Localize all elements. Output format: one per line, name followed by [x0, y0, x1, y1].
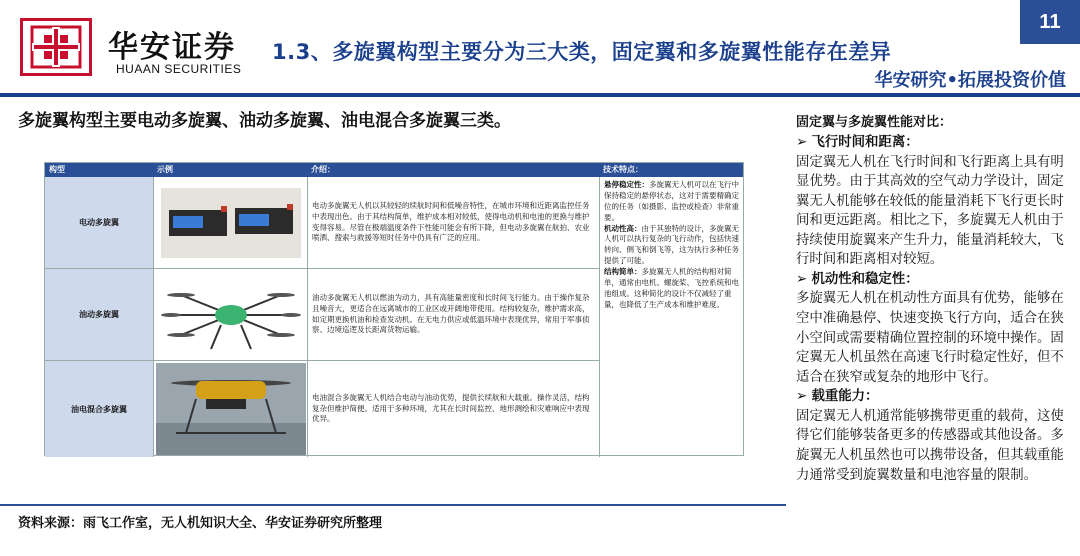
footer-divider: [0, 504, 786, 506]
header-cell: 示例: [157, 165, 173, 174]
slogan: 华安研究•拓展投资价值: [874, 70, 1066, 91]
section-subtitle: 多旋翼构型主要电动多旋翼、油动多旋翼、油电混合多旋翼三类。: [18, 111, 511, 131]
table-row-desc: 油动多旋翼无人机以燃油为动力，具有高能量密度和长时间飞行能力。由于操作复杂且噪音大，更适合在远离城市的工业区或开阔地带使用。结构较复杂，维护需求高，如定期更换机油和检查发动机。在无电力供应或低温环境中表现优异，常用于军事侦察、边境巡逻及长距离货物运输。: [307, 269, 599, 361]
table-row-type: 电动多旋翼: [45, 177, 153, 269]
features-cell: [599, 177, 745, 457]
page-title: 1.3、多旋翼构型主要分为三大类，固定翼和多旋翼性能存在差异: [272, 40, 892, 64]
header-divider: [0, 93, 1080, 97]
feature-label: 机动性高：: [604, 223, 642, 233]
source-note: 资料来源：雨飞工作室，无人机知识大全、华安证券研究所整理: [18, 516, 383, 531]
section-body: 固定翼无人机在飞行时间和飞行距离上具有明显优势。由于其高效的空气动力学设计，固定翼无人机能够在较低的能量消耗下飞行更长时间和更远距离。相比之下，多旋翼无人机由于持续使用旋翼来产生升力，能量消耗较大，飞行时间和距离相对较短。: [796, 154, 1064, 268]
logo-text: 华安证券: [108, 30, 236, 65]
header-cell: 构型: [49, 165, 65, 174]
bullet-icon: ➢: [796, 134, 812, 150]
table-row-desc: 电油混合多旋翼无人机结合电动与油动优势，提供长续航和大载重。操作灵活，结构复杂但维护简便。适用于多种环境，尤其在长时间监控、地形测绘和灾难响应中表现优异。: [307, 361, 599, 457]
header-cell: 介绍：: [311, 165, 335, 174]
battery-photo: [153, 177, 307, 269]
section-body: 多旋翼无人机在机动性方面具有优势，能够在空中准确悬停、快速变换飞行方向，适合在狭小空间或需要精确位置控制的环境中操作。固定翼无人机虽然在高速飞行时稳定性好，但不适合在狭窄或复杂的地形中飞行。: [796, 291, 1064, 385]
page-number: 11: [1020, 0, 1080, 44]
fuel-drone-photo: [153, 269, 307, 361]
hybrid-drone-photo: [153, 361, 307, 457]
bullet-icon: ➢: [796, 389, 812, 405]
table-row-desc: 电动多旋翼无人机以其较轻的续航时间和低噪音特性，在城市环境和近距离监控任务中表现出色。由于其结构简单，维护成本相对较低，使得电动机和电池的更换与维护变得容易。尽管在极端温度条件下性能可能会有所下降，但电动多旋翼在航拍、农业喷洒、搜索与救援等短时任务中仍具有广泛的应用。: [307, 177, 599, 269]
section-body: 固定翼无人机通常能够携带更重的载荷，这使得它们能够装备更多的传感器或其他设备。多旋翼无人机虽然也可以携带设备，但其载重能力通常受到旋翼数量和电池容量的限制。: [796, 408, 1064, 483]
feature-text: 由于其独特的设计，多旋翼无人机可以执行复杂的飞行动作，包括快速转向、侧飞和倒飞等，这为执行多种任务提供了可能。: [604, 223, 739, 266]
table-header: [45, 163, 743, 177]
feature-text: 多旋翼无人机可以在飞行中保持稳定的悬停状态，这对于需要精确定位的任务（如摄影、监控或检查）非常重要。: [604, 180, 739, 222]
comparison-heading: 固定翼与多旋翼性能对比：: [796, 115, 953, 130]
feature-label: 悬停稳定性：: [604, 180, 649, 189]
feature-label: 结构简单：: [604, 267, 642, 276]
logo-subtext: HUAAN SECURITIES: [116, 62, 242, 76]
table-row-type: 油电混合多旋翼: [45, 361, 153, 457]
drone-types-table: [44, 162, 744, 456]
section-title: 载重能力：: [811, 389, 879, 405]
feature-text: 多旋翼无人机的结构相对简单，通常由电机、螺旋桨、飞控系统和电池组成。这种简化的设计不仅减轻了重量，也降低了生产成本和维护难度。: [604, 267, 739, 309]
comparison-panel: [796, 114, 1070, 485]
bullet-icon: ➢: [796, 271, 812, 287]
logo-mark-icon: [20, 18, 92, 76]
section-title: 机动性和稳定性：: [811, 271, 919, 287]
section-title: 飞行时间和距离：: [811, 134, 919, 150]
header-cell: 技术特点：: [603, 165, 643, 174]
table-row-type: 油动多旋翼: [45, 269, 153, 361]
